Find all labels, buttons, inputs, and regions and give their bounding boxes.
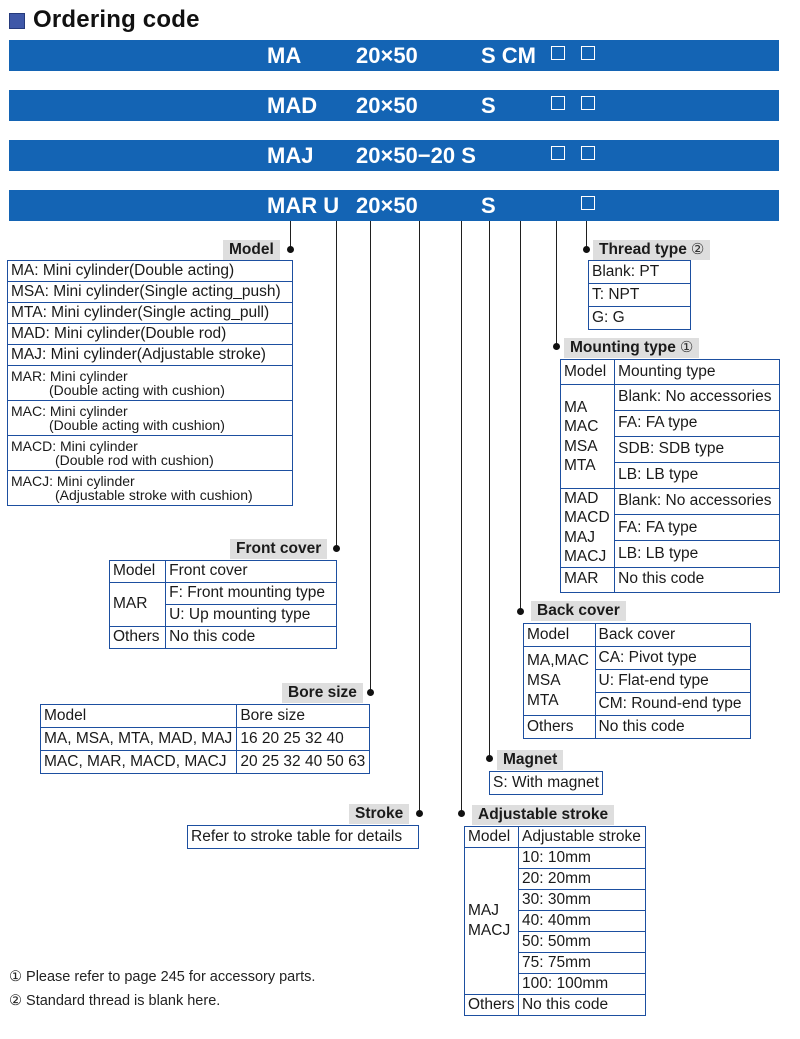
model-code: MAC — [564, 418, 599, 436]
title-icon — [9, 13, 25, 29]
blank-box-icon — [551, 46, 565, 60]
model-code: MA,MAC — [527, 651, 589, 669]
table-header: Model — [524, 624, 596, 647]
code-bar-mar — [9, 190, 779, 221]
table-cell: Others — [465, 995, 519, 1016]
table-cell: MAC, MAR, MACD, MACJ — [41, 751, 237, 774]
mounting-type-label — [564, 338, 699, 358]
connector-dot — [367, 689, 374, 696]
table-cell: Blank: No accessories — [615, 385, 780, 411]
connector-dot — [458, 810, 465, 817]
table-cell-models — [465, 848, 519, 995]
model-table — [7, 260, 293, 506]
table-cell: F: Front mounting type — [166, 583, 337, 605]
table-cell: FA: FA type — [615, 515, 780, 541]
note-marker: ① — [679, 339, 694, 356]
table-header: Model — [110, 561, 166, 583]
model-code: MAD — [564, 490, 599, 507]
back-cover-label: Back cover — [531, 601, 626, 621]
table-cell: No this code — [166, 627, 337, 649]
table-cell: Refer to stroke table for details — [188, 826, 419, 849]
model-code: MACD — [564, 509, 610, 527]
table-cell: 30: 30mm — [518, 890, 645, 911]
blank-box-icon — [581, 96, 595, 110]
table-cell: No this code — [518, 995, 645, 1016]
model-item-name: MAR: Mini cylinder — [11, 368, 128, 384]
footnote-1: ① Please refer to page 245 for accessory parts. — [9, 969, 316, 985]
table-cell: 40: 40mm — [518, 911, 645, 932]
leader-line-model — [290, 221, 291, 249]
back-cover-table — [523, 623, 751, 739]
code-options: S — [481, 93, 496, 118]
table-cell: MAR — [561, 567, 615, 592]
bore-size-table — [40, 704, 370, 774]
table-cell: Others — [524, 716, 596, 739]
table-header: Model — [41, 705, 237, 728]
table-cell: G: G — [589, 307, 691, 330]
magnet-table — [489, 771, 603, 795]
model-item — [8, 471, 293, 506]
connector-dot — [553, 343, 560, 350]
thread-type-label — [593, 240, 710, 260]
model-item: MSA: Mini cylinder(Single acting_push) — [8, 282, 293, 303]
model-label: Model — [223, 240, 280, 260]
connector-dot — [416, 810, 423, 817]
table-cell: T: NPT — [589, 284, 691, 307]
stroke-label: Stroke — [349, 804, 409, 824]
table-cell: SDB: SDB type — [615, 437, 780, 463]
model-code: MTA — [527, 692, 559, 710]
table-cell: S: With magnet — [490, 772, 603, 795]
table-cell: No this code — [595, 716, 751, 739]
model-item: MA: Mini cylinder(Double acting) — [8, 261, 293, 282]
footnote-2: ② Standard thread is blank here. — [9, 993, 221, 1009]
table-header: Model — [561, 360, 615, 385]
model-item: MAD: Mini cylinder(Double rod) — [8, 324, 293, 345]
code-model: MA — [267, 43, 302, 68]
mounting-type-label-text: Mounting type — [570, 339, 676, 356]
table-header: Mounting type — [615, 360, 780, 385]
model-item-detail: (Double rod with cushion) — [55, 452, 214, 468]
adjustable-stroke-table — [464, 826, 646, 1016]
table-cell: LB: LB type — [615, 463, 780, 489]
blank-box-icon — [551, 96, 565, 110]
table-cell-models — [561, 489, 615, 568]
model-code: MSA — [527, 671, 561, 689]
table-cell-models — [561, 385, 615, 489]
leader-line-thread — [586, 221, 587, 249]
leader-line-magnet — [489, 221, 490, 758]
code-model: MAJ — [267, 143, 314, 168]
connector-dot — [333, 545, 340, 552]
table-header: Model — [465, 827, 519, 848]
model-item: MAJ: Mini cylinder(Adjustable stroke) — [8, 345, 293, 366]
thread-type-label-text: Thread type — [599, 241, 687, 258]
leader-line-back-cover — [520, 221, 521, 611]
table-header: Bore size — [237, 705, 370, 728]
code-model: MAR U — [267, 193, 340, 218]
model-item — [8, 401, 293, 436]
front-cover-label: Front cover — [230, 539, 327, 559]
model-item — [8, 366, 293, 401]
leader-line-front-cover — [336, 221, 337, 548]
code-size: 20×50−20 S — [356, 143, 476, 168]
note-marker: ② — [690, 241, 705, 258]
table-cell: U: Flat-end type — [595, 670, 751, 693]
table-cell: 20 25 32 40 50 63 — [237, 751, 370, 774]
table-header: Adjustable stroke — [518, 827, 645, 848]
leader-line-adj-stroke — [461, 221, 462, 813]
model-item-name: MACJ: Mini cylinder — [11, 473, 135, 489]
table-cell: LB: LB type — [615, 541, 780, 567]
connector-dot — [583, 246, 590, 253]
model-code: MAJ — [564, 528, 595, 546]
model-code: MA — [564, 398, 588, 416]
table-cell: FA: FA type — [615, 411, 780, 437]
adjustable-stroke-label: Adjustable stroke — [472, 805, 614, 825]
table-cell: 100: 100mm — [518, 974, 645, 995]
page-title: Ordering code — [33, 6, 200, 33]
model-code: MACJ — [564, 548, 607, 566]
table-cell: CA: Pivot type — [595, 647, 751, 670]
table-cell: 75: 75mm — [518, 953, 645, 974]
model-item — [8, 436, 293, 471]
model-item-detail: (Double acting with cushion) — [49, 417, 225, 433]
code-size: 20×50 — [356, 43, 418, 68]
connector-dot — [486, 755, 493, 762]
code-bar-ma — [9, 40, 779, 71]
table-header: Back cover — [595, 624, 751, 647]
table-cell: 20: 20mm — [518, 869, 645, 890]
table-cell: MAR — [110, 583, 166, 627]
model-item: MTA: Mini cylinder(Single acting_pull) — [8, 303, 293, 324]
thread-type-table — [588, 260, 691, 330]
model-item-name: MAC: Mini cylinder — [11, 403, 128, 419]
blank-box-icon — [551, 146, 565, 160]
model-item-name: MACD: Mini cylinder — [11, 438, 138, 454]
model-code: MACJ — [468, 922, 511, 939]
leader-line-bore — [370, 221, 371, 691]
bore-size-label: Bore size — [282, 683, 363, 703]
table-header: Front cover — [166, 561, 337, 583]
blank-box-icon — [581, 146, 595, 160]
code-options: S CM — [481, 43, 536, 68]
mounting-type-table — [560, 359, 780, 593]
code-size: 20×50 — [356, 93, 418, 118]
model-item-detail: (Adjustable stroke with cushion) — [55, 487, 253, 503]
leader-line-stroke — [419, 221, 420, 813]
table-cell: Blank: PT — [589, 261, 691, 284]
code-bar-maj — [9, 140, 779, 171]
table-cell: Others — [110, 627, 166, 649]
stroke-table — [187, 825, 419, 849]
connector-dot — [517, 608, 524, 615]
model-item-detail: (Double acting with cushion) — [49, 382, 225, 398]
table-cell: MA, MSA, MTA, MAD, MAJ — [41, 728, 237, 751]
connector-dot — [287, 246, 294, 253]
code-size: 20×50 — [356, 193, 418, 218]
table-cell: 16 20 25 32 40 — [237, 728, 370, 751]
blank-box-icon — [581, 46, 595, 60]
front-cover-table — [109, 560, 337, 649]
code-model: MAD — [267, 93, 318, 118]
table-cell-models — [524, 647, 596, 716]
table-cell: 10: 10mm — [518, 848, 645, 869]
magnet-label: Magnet — [497, 750, 563, 770]
model-code: MSA — [564, 437, 598, 455]
table-cell: No this code — [615, 567, 780, 592]
table-cell: U: Up mounting type — [166, 605, 337, 627]
model-code: MTA — [564, 456, 596, 474]
code-options: S — [481, 193, 496, 218]
blank-box-icon — [581, 196, 595, 210]
model-code: MAJ — [468, 901, 499, 919]
table-cell: CM: Round-end type — [595, 693, 751, 716]
table-cell: 50: 50mm — [518, 932, 645, 953]
code-bar-mad — [9, 90, 779, 121]
leader-line-mounting — [556, 221, 557, 346]
table-cell: Blank: No accessories — [615, 489, 780, 515]
